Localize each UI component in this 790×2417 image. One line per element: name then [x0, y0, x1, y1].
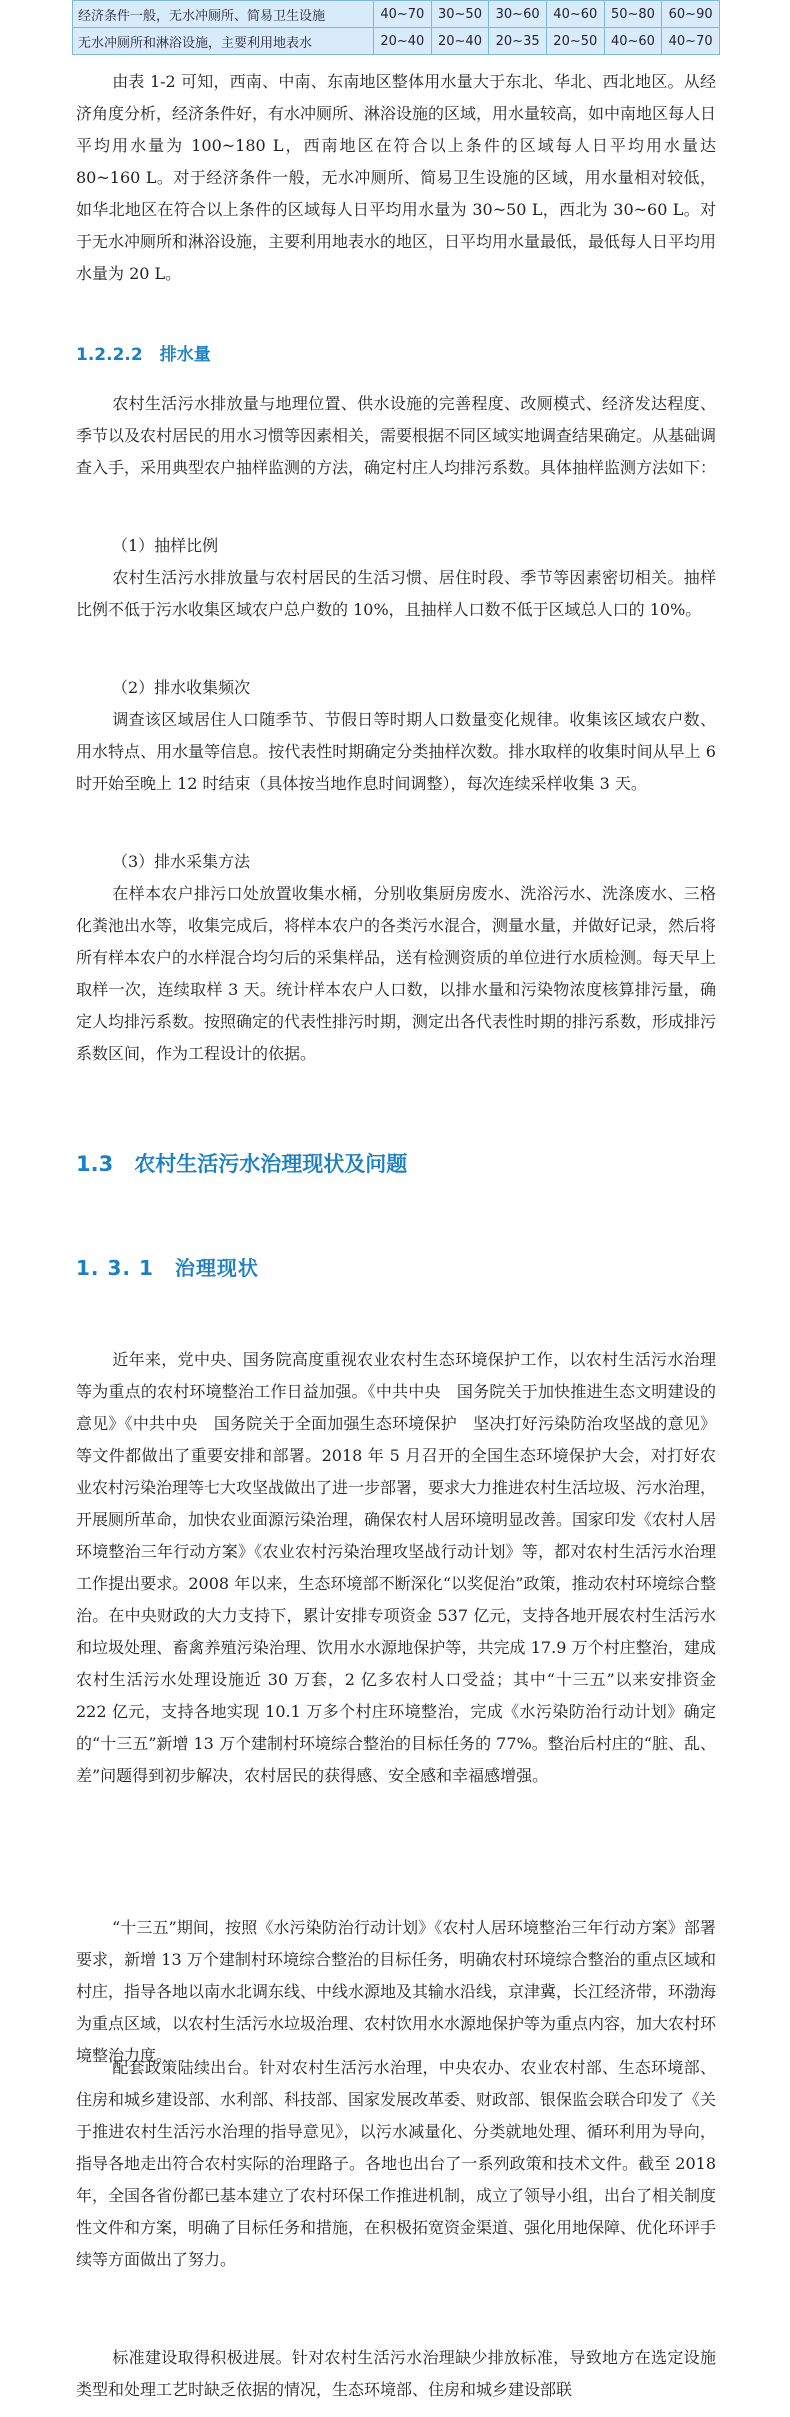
water-usage-table: [72, 0, 720, 55]
paragraph-drainage-intro: 农村生活污水排放量与地理位置、供水设施的完善程度、改厕模式、经济发达程度、季节以及农村居民的用水习惯等因素相关，需要根据不同区域实地调查结果确定。从基础调查入手，采用典型农户抽样监测的方法，确定村庄人均排污系数。具体抽样监测方法如下：: [76, 394, 717, 477]
paragraph-collection-method: 在样本农户排污口处放置收集水桶，分别收集厨房废水、洗浴污水、洗涤废水、三格化粪池出水等，收集完成后，将样本农户的各类污水混合，测量水量，并做好记录，然后将所有样本农户的水样混合均匀后的采集样品，送有检测资质的单位进行水质检测。每天早上取样一次，连续取样 3 天。统计样本农户人口数，以排水量和污染物浓度核算排污量，确定人均排污系数。按照确定的代表性排污时期，测定出各代表性时期的排污系数，形成排污系数区间，作为工程设计的依据。: [76, 884, 717, 1063]
table-cell: 20~40: [431, 28, 489, 55]
table-cell: 40~60: [546, 1, 604, 28]
table-cell: 20~40: [374, 28, 432, 55]
row-label: 经济条件一般，无水冲厕所、简易卫生设施: [73, 1, 374, 28]
section-heading-1-2-2-2: 1.2.2.2 排水量: [76, 345, 211, 365]
table-cell: 60~90: [662, 1, 720, 28]
paragraph-standards-progress: 标准建设取得积极进展。针对农村生活污水治理缺少排放标准，导致地方在选定设施类型和处理工艺时缺乏依据的情况，生态环境部、住房和城乡建设部联: [76, 2348, 716, 2399]
table-cell: 40~70: [662, 28, 720, 55]
list-item-collection-frequency: （2）排水收集频次: [112, 678, 251, 697]
list-item-sampling-ratio: （1）抽样比例: [112, 536, 219, 555]
table-cell: 20~35: [489, 28, 547, 55]
section-heading-1-3: 1.3 农村生活污水治理现状及问题: [76, 1152, 408, 1176]
table-cell: 30~50: [431, 1, 489, 28]
list-item-collection-method: （3）排水采集方法: [112, 852, 251, 871]
paragraph-13th-five-year: “十三五”期间，按照《水污染防治行动计划》《农村人居环境整治三年行动方案》部署要求，新增 13 万个建制村环境综合整治的目标任务，明确农村环境综合整治的重点区域和村庄，指导各地以南水北调东线、中线水源地及其输水沿线，京津冀，长江经济带，环渤海为重点区域，以农村生活污水垃圾治理、农村饮用水水源地保护等为重点内容，加大农村环境整治力度。: [76, 1918, 717, 2065]
section-heading-1-3-1: 1. 3. 1 治理现状: [76, 1256, 259, 1280]
table-cell: 20~50: [546, 28, 604, 55]
table-cell: 50~80: [604, 1, 662, 28]
paragraph-sampling-ratio: 农村生活污水排放量与农村居民的生活习惯、居住时段、季节等因素密切相关。抽样比例不低于污水收集区域农户总户数的 10%，且抽样人口数不低于区域总人口的 10%。: [76, 568, 716, 619]
table-cell: 40~70: [374, 1, 432, 28]
paragraph-water-usage-analysis: 由表 1-2 可知，西南、中南、东南地区整体用水量大于东北、华北、西北地区。从经济角度分析，经济条件好，有水冲厕所、淋浴设施的区域，用水量较高，如中南地区每人日平均用水量为 100~180 L，西南地区在符合以上条件的区域每人日平均用水量达 80~160 L。对于经济条件一般，无水冲厕所、简易卫生设施的区域，用水量相对较低，如华北地区在符合以上条件的区域每人日平均用水量为 30~50 L，西北为 30~60 L。对于无水冲厕所和淋浴设施，主要利用地表水的地区，日平均用水量最低，最低每人日平均用水量为 20 L。: [76, 72, 717, 283]
paragraph-collection-frequency: 调查该区域居住人口随季节、节假日等时期人口数量变化规律。收集该区域农户数、用水特点、用水量等信息。按代表性时期确定分类抽样次数。排水取样的收集时间从早上 6 时开始至晚上 12 时结束（具体按当地作息时间调整），每次连续采样收集 3 天。: [76, 710, 716, 793]
table-cell: 30~60: [489, 1, 547, 28]
paragraph-governance-status: 近年来，党中央、国务院高度重视农业农村生态环境保护工作，以农村生活污水治理等为重点的农村环境整治工作日益加强。《中共中央 国务院关于加快推进生态文明建设的意见》《中共中央 国务院关于全面加强生态环境保护 坚决打好污染防治攻坚战的意见》等文件都做出了重要安排和部署。2018 年 5 月召开的全国生态环境保护大会，对打好农业农村污染治理等七大攻坚战做出了进一步部署，要求大力推进农村生活垃圾、污水治理，开展厕所革命，加快农业面源污染治理，确保农村人居环境明显改善。国家印发《农村人居环境整治三年行动方案》《农业农村污染治理攻坚战行动计划》等，都对农村生活污水治理工作提出要求。2008 年以来，生态环境部不断深化“以奖促治”政策，推动农村环境综合整治。在中央财政的大力支持下，累计安排专项资金 537 亿元，支持各地开展农村生活污水和垃圾处理、畜禽养殖污染治理、饮用水水源地保护等，共完成 17.9 万个村庄整治，建成农村生活污水处理设施近 30 万套，2 亿多农村人口受益；其中“十三五”以来安排资金 222 亿元，支持各地实现 10.1 万多个村庄环境整治，完成《水污染防治行动计划》确定的“十三五”新增 13 万个建制村环境综合整治的目标任务的 77%。整治后村庄的“脏、乱、差”问题得到初步解决，农村居民的获得感、安全感和幸福感增强。: [76, 1350, 717, 1785]
row-label: 无水冲厕所和淋浴设施，主要利用地表水: [73, 28, 374, 55]
table-row: [73, 1, 720, 28]
paragraph-supporting-policies: 配套政策陆续出台。针对农村生活污水治理，中央农办、农业农村部、生态环境部、住房和城乡建设部、水利部、科技部、国家发展改革委、财政部、银保监会联合印发了《关于推进农村生活污水治理的指导意见》，以污水减量化、分类就地处理、循环利用为导向，指导各地走出符合农村实际的治理路子。各地也出台了一系列政策和技术文件。截至 2018 年，全国各省份都已基本建立了农村环保工作推进机制，成立了领导小组，出台了相关制度性文件和方案，明确了目标任务和措施，在积极拓宽资金渠道、强化用地保障、优化环评手续等方面做出了努力。: [76, 2058, 717, 2269]
table-cell: 40~60: [604, 28, 662, 55]
table-row: [73, 28, 720, 55]
